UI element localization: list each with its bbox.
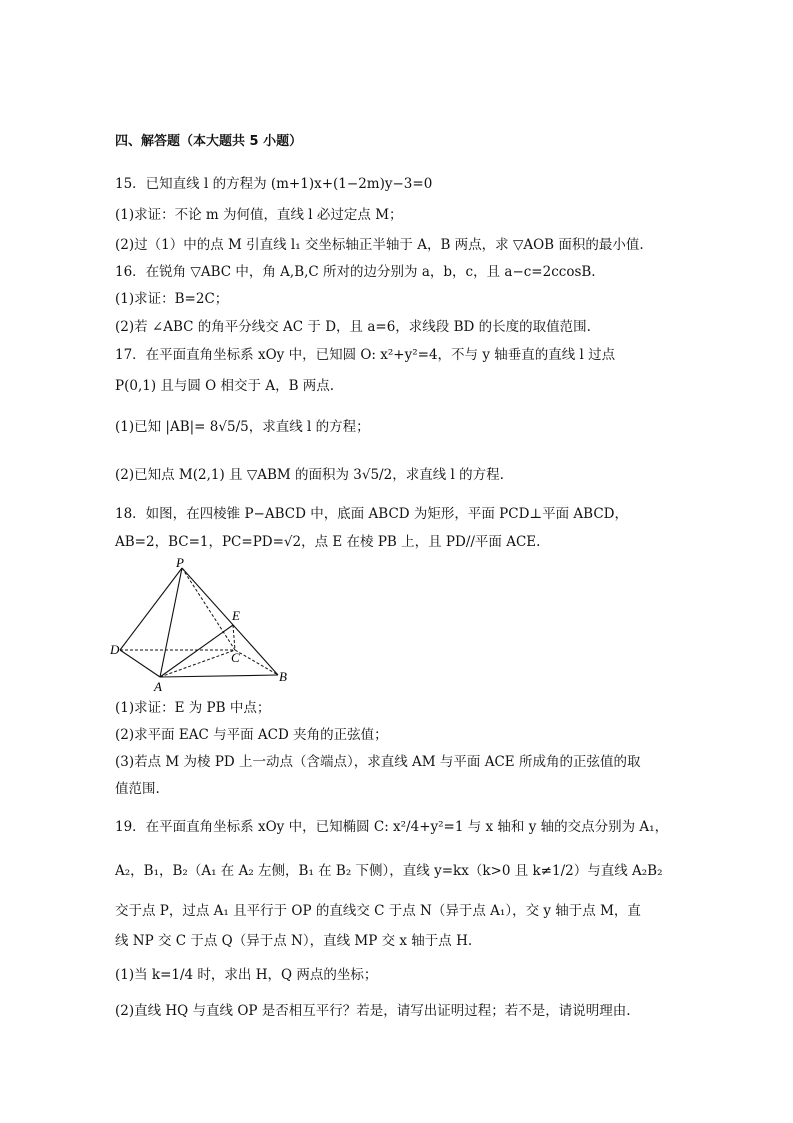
problem-19-stem-cont-1: A₂，B₁，B₂（A₁ 在 A₂ 左侧，B₁ 在 B₂ 下侧），直线 y=kx（k>0 且 k≠1/2）与直线 A₂B₂ [115, 863, 663, 879]
problem-17-part-1: (1)已知 |AB|= 8√5/5，求直线 l 的方程； [115, 419, 370, 435]
edge-PD [120, 568, 182, 650]
problem-19-stem-cont-2: 交于点 P，过点 A₁ 且平行于 OP 的直线交 C 于点 N（异于点 A₁），交 y 轴于点 M，直 [115, 903, 641, 919]
problem-19-stem: 19．在平面直角坐标系 xOy 中，已知椭圆 C: x²/4+y²=1 与 x 轴和 y 轴的交点分别为 A₁， [115, 819, 669, 835]
problem-19-part-1: (1)当 k=1/4 时，求出 H，Q 两点的坐标； [115, 967, 378, 983]
edge-DA [120, 650, 160, 677]
problem-15-part-1: (1)求证：不论 m 为何值，直线 l 必过定点 M； [115, 207, 403, 223]
problem-15-stem: 15．已知直线 l 的方程为 (m+1)x+(1−2m)y−3=0 [115, 176, 433, 192]
label-C: C [231, 650, 240, 665]
edge-PC-hidden [182, 568, 235, 650]
label-E: E [232, 608, 240, 623]
label-D: D [110, 642, 120, 657]
problem-15-part-2: (2)过（1）中的点 M 引直线 l₁ 交坐标轴正半轴于 A，B 两点，求 ▽AOB 面积的最小值. [115, 237, 644, 253]
diagonal-AC-hidden [160, 650, 235, 677]
label-P: P [176, 558, 184, 570]
label-A: A [154, 679, 162, 693]
problem-16-part-1: (1)求证：B=2C； [115, 291, 229, 307]
pyramid-figure [110, 558, 295, 693]
edge-AB [160, 675, 278, 677]
problem-16-stem: 16．在锐角 ▽ABC 中，角 A,B,C 所对的边分别为 a，b，c，且 a−c=2ccosB. [115, 264, 596, 280]
problem-16-part-2: (2)若 ∠ABC 的角平分线交 AC 于 D，且 a=6，求线段 BD 的长度的取值范围. [115, 319, 591, 335]
problem-18-stem-cont: AB=2，BC=1，PC=PD=√2，点 E 在棱 PB 上，且 PD//平面 ACE. [115, 534, 541, 550]
problem-18-part-3: (3)若点 M 为棱 PD 上一动点（含端点），求直线 AM 与平面 ACE 所成角的正弦值的取 [115, 754, 641, 770]
problem-18-stem: 18．如图，在四棱锥 P−ABCD 中，底面 ABCD 为矩形，平面 PCD⊥平面 ABCD， [115, 506, 628, 522]
edge-CB-hidden [235, 650, 278, 675]
edge-PB [182, 568, 278, 675]
problem-18-part-1: (1)求证：E 为 PB 中点； [115, 700, 271, 716]
segment-AE [160, 625, 233, 677]
problem-18-part-2: (2)求平面 EAC 与平面 ACD 夹角的正弦值； [115, 727, 388, 743]
segment-EC-hidden [233, 625, 235, 650]
problem-19-part-2: (2)直线 HQ 与直线 OP 是否相互平行？若是，请写出证明过程；若不是，请说明理由. [115, 1003, 631, 1019]
problem-19-stem-cont-3: 线 NP 交 C 于点 Q（异于点 N），直线 MP 交 x 轴于点 H. [115, 933, 473, 949]
problem-17-part-2: (2)已知点 M(2,1) 且 ▽ABM 的面积为 3√5/2，求直线 l 的方程. [115, 467, 504, 483]
section-heading: 四、解答题（本大题共 5 小题） [115, 134, 303, 149]
problem-18-part-3-cont: 值范围. [115, 781, 160, 797]
problem-17-stem: 17．在平面直角坐标系 xOy 中，已知圆 O: x²+y²=4，不与 y 轴垂直的直线 l 过点 [115, 347, 616, 363]
edge-PA [160, 568, 182, 677]
problem-17-stem-cont: P(0,1) 且与圆 O 相交于 A，B 两点. [115, 378, 335, 394]
label-B: B [279, 669, 287, 684]
